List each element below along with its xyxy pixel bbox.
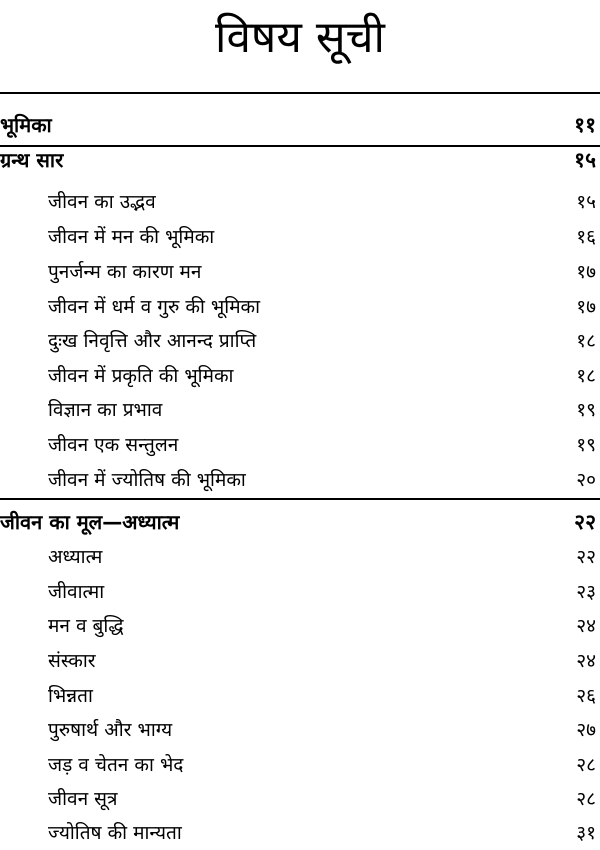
toc-entry bbox=[0, 644, 600, 678]
section-divider bbox=[0, 498, 600, 500]
toc-entry-title: ग्रन्थ सार bbox=[0, 148, 64, 172]
toc-entry bbox=[0, 816, 600, 850]
toc-page-number: १८ bbox=[576, 330, 596, 352]
toc-page-number: २२ bbox=[576, 546, 596, 568]
toc-entry bbox=[0, 359, 600, 393]
toc-page-number: २८ bbox=[576, 788, 596, 810]
toc-page-number: १८ bbox=[576, 365, 596, 387]
toc-page-number: २२ bbox=[574, 510, 596, 534]
toc-entry-title: विज्ञान का प्रभाव bbox=[48, 399, 163, 421]
toc-entry bbox=[0, 679, 600, 713]
toc-page-number: २४ bbox=[576, 615, 596, 637]
section-divider bbox=[0, 92, 600, 94]
toc-page-number: २३ bbox=[576, 581, 596, 603]
toc-page-number: २७ bbox=[576, 719, 596, 741]
toc-entry bbox=[0, 540, 600, 574]
toc-page-number: २० bbox=[576, 469, 596, 491]
toc-entry-title: पुनर्जन्म का कारण मन bbox=[48, 261, 202, 283]
toc-entry-title: जीवन एक सन्तुलन bbox=[48, 434, 179, 456]
toc-entry-title: संस्कार bbox=[48, 650, 96, 672]
toc-entry-title: पुरुषार्थ और भाग्य bbox=[48, 719, 173, 741]
toc-page-number: १७ bbox=[576, 296, 596, 318]
toc-entry-title: जीवन में ज्योतिष की भूमिका bbox=[48, 469, 246, 491]
toc-entry-title: ज्योतिष की मान्यता bbox=[48, 822, 182, 844]
toc-entry bbox=[0, 324, 600, 358]
toc-entry bbox=[0, 290, 600, 324]
toc-section-entry bbox=[0, 108, 600, 142]
toc-section-entry bbox=[0, 143, 600, 177]
toc-entry-title: मन व बुद्धि bbox=[48, 615, 124, 637]
toc-page-number: १५ bbox=[574, 148, 596, 172]
toc-entry-title: जड़ व चेतन का भेद bbox=[48, 754, 184, 776]
toc-entry bbox=[0, 782, 600, 816]
toc-entry-title: भिन्नता bbox=[48, 685, 93, 707]
toc-page-number: १९ bbox=[576, 434, 596, 456]
toc-entry bbox=[0, 393, 600, 427]
toc-entry bbox=[0, 220, 600, 254]
toc-entry-title: अध्यात्म bbox=[48, 546, 103, 568]
toc-entry bbox=[0, 575, 600, 609]
toc-entry bbox=[0, 713, 600, 747]
toc-entry bbox=[0, 748, 600, 782]
toc-entry bbox=[0, 463, 600, 497]
toc-entry-title: जीवन में मन की भूमिका bbox=[48, 226, 215, 248]
toc-entry-title: जीवात्मा bbox=[48, 581, 105, 603]
toc-entry bbox=[0, 428, 600, 462]
toc-entry-title: जीवन में धर्म व गुरु की भूमिका bbox=[48, 296, 261, 318]
toc-page-number: १९ bbox=[576, 399, 596, 421]
toc-entry-title: जीवन सूत्र bbox=[48, 788, 118, 810]
toc-page-number: २८ bbox=[576, 754, 596, 776]
toc-page-number: २६ bbox=[576, 685, 596, 707]
toc-entry bbox=[0, 185, 600, 219]
toc-entry-title: जीवन में प्रकृति की भूमिका bbox=[48, 365, 234, 387]
toc-page-number: १७ bbox=[576, 261, 596, 283]
toc-entry-title: जीवन का उद्भव bbox=[48, 191, 156, 213]
toc-entry bbox=[0, 255, 600, 289]
toc-entry-title: भूमिका bbox=[0, 113, 52, 137]
toc-entry-title: जीवन का मूल—अध्यात्म bbox=[0, 510, 180, 534]
toc-page-number: १५ bbox=[576, 191, 596, 213]
toc-page-number: २४ bbox=[576, 650, 596, 672]
toc-entry-title: दुःख निवृत्ति और आनन्द प्राप्ति bbox=[48, 330, 257, 352]
toc-page-number: १६ bbox=[576, 226, 596, 248]
page-title: विषय सूची bbox=[215, 12, 385, 63]
toc-section-entry bbox=[0, 505, 600, 539]
toc-page-number: ३१ bbox=[576, 822, 596, 844]
toc-entry bbox=[0, 609, 600, 643]
toc-page-number: ११ bbox=[574, 113, 596, 137]
